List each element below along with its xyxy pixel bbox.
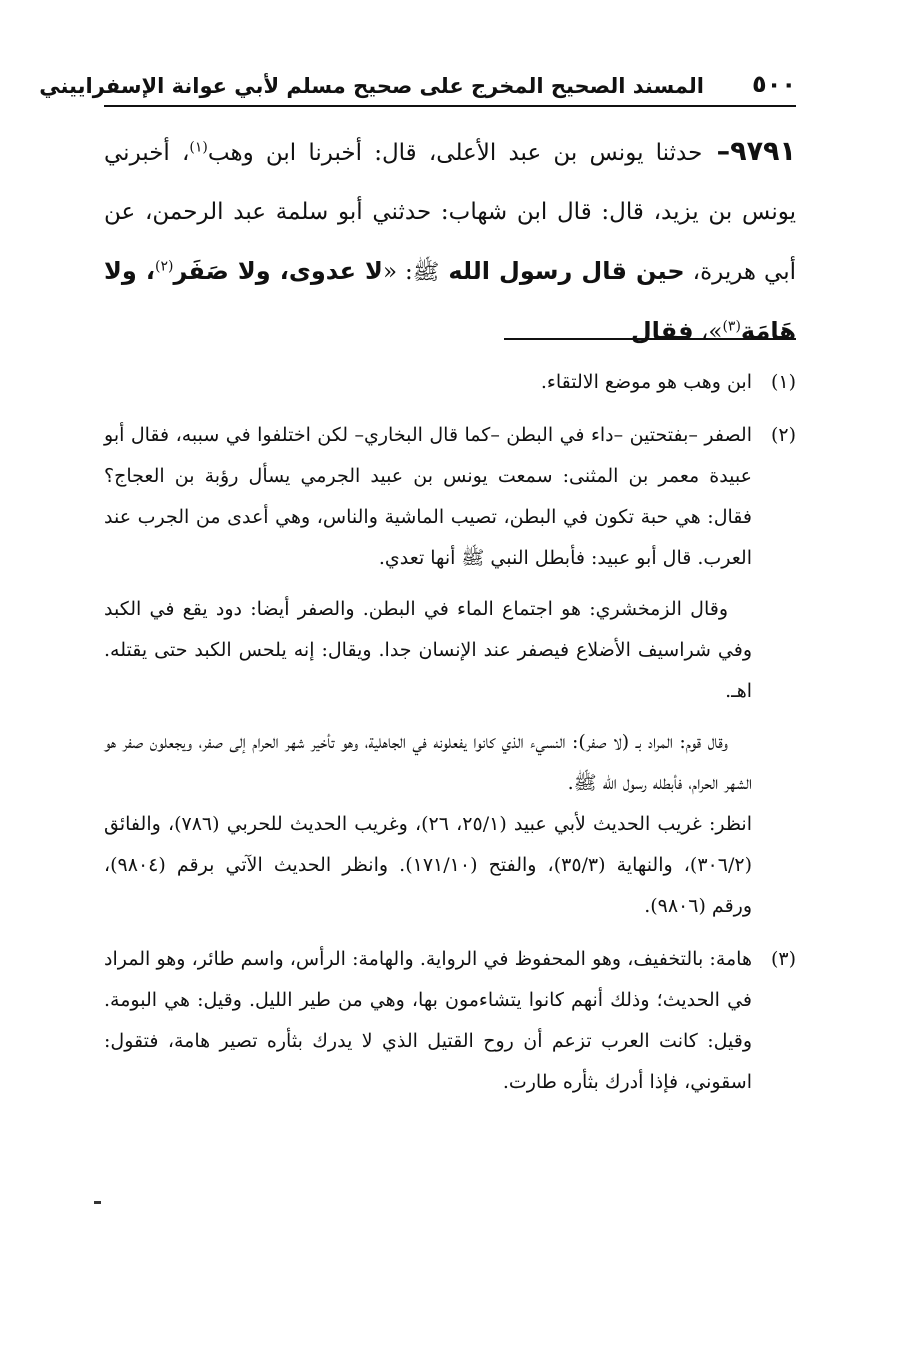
hadith-text-part1: حدثنا يونس بن عبد الأعلى، قال: أخبرنا ابن وهب: [207, 140, 703, 166]
footnote-separator: [504, 338, 796, 340]
footnote-1: [104, 362, 796, 403]
footnote-marker: (٢): [770, 424, 796, 446]
footnote-ref-2: (٢): [154, 258, 174, 275]
print-mark: [94, 1201, 101, 1204]
footnote-2: [104, 415, 796, 927]
footnote-ref-3: (٣): [722, 318, 741, 335]
hadith-text-part4: »،: [693, 319, 723, 345]
footnotes: [104, 362, 796, 1115]
footnote-paragraph: وقال قوم: المراد بـ (لا صفر): النسيء الذي كانوا يفعلونه في الجاهلية، وهو تأخير شهر الحرام إلى صفر، ويجعلون صفر هو الشهر الحرام، فأبطله رسول الله ﷺ.: [104, 731, 752, 794]
hadith-text-part3: : «: [382, 259, 413, 285]
hadith-dash: –: [702, 136, 731, 167]
hadith-bold-text-4: فقال: [630, 317, 694, 345]
footnote-paragraph: انظر: غريب الحديث لأبي عبيد (٢٥/١، ٢٦)، وغريب الحديث للحربي (٧٨٦)، والفائق (٣٠٦/٢)، والنهاية (٣٥/٣)، والفتح (١٧١/١٠). وانظر الحديث الآتي برقم (٩٨٠٤)، ورقم (٩٨٠٦).: [104, 813, 753, 917]
hadith-text-part2: ، أخبرني يونس بن يزيد، قال: قال ابن شهاب: حدثني أبو سلمة عبد الرحمن، عن أبي هريرة،: [104, 140, 797, 285]
header-rule: [104, 105, 796, 107]
footnote-marker: (١): [770, 371, 796, 393]
hadith-bold-text-3: ، ولا هَامَة: [104, 257, 796, 345]
hadith-text: [104, 122, 796, 362]
hadith-bold-text-1: حين قال رسول الله: [439, 257, 685, 285]
footnote-paragraph: الصفر –بفتحتين –داء في البطن –كما قال البخاري– لكن اختلفوا في سببه، فقال أبو عبيدة معمر بن المثنى: سمعت يونس بن عبيد الجرمي يسأل رؤبة بن العجاج؟ فقال: هي حبة تكون في البطن، تصيب الماشية والناس، وهي أعدى من الجرب عند العرب. قال أبو عبيد: فأبطل النبي ﷺ أنها تعدي.: [104, 424, 752, 569]
footnote-ref-1: (١): [189, 139, 208, 156]
footnote-paragraph: وقال الزمخشري: هو اجتماع الماء في البطن. والصفر أيضا: دود يقع في الكبد وفي شراسيف الأضلاع فيصفر عند الإنسان جدا. ويقال: إنه يلحس الكبد حتى يقتله. اهـ.: [104, 598, 752, 702]
running-header: [39, 66, 796, 106]
footnote-paragraph: ابن وهب هو موضع الالتقاء.: [540, 371, 752, 393]
salawat-glyph: ﷺ: [412, 260, 440, 285]
footnote-3: [104, 939, 796, 1103]
page-number: ٥٠٠: [752, 70, 796, 98]
footnote-marker: (٣): [770, 948, 796, 970]
hadith-bold-text-2: لا عدوى، ولا صَفَر: [173, 257, 383, 285]
running-title: المسند الصحيح المخرج على صحيح مسلم لأبي عوانة الإسفراييني: [39, 74, 704, 98]
hadith-number: ٩٧٩١: [730, 136, 797, 167]
footnote-paragraph: هامة: بالتخفيف، وهو المحفوظ في الرواية. والهامة: الرأس، واسم طائر، وهو المراد في الحديث؛ وذلك أنهم كانوا يتشاءمون بها، وهي من طير الليل. وقيل: هي البومة. وقيل: كانت العرب تزعم أن روح القتيل الذي لا يدرك بثأره تصير هامة، فتقول: اسقوني، فإذا أدرك بثأره طارت.: [104, 948, 752, 1093]
